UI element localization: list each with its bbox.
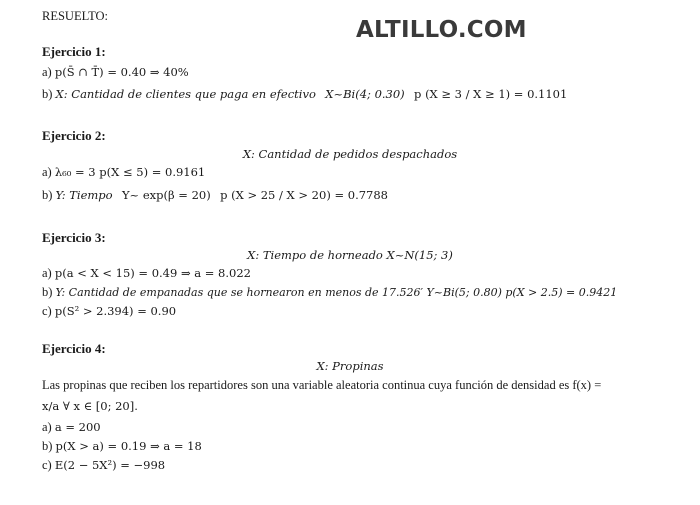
exercise-4-c (42, 457, 165, 473)
formula: p(a < X < 15) = 0.49 ⇒ a = 8.022 (54, 266, 251, 280)
exercise-3-b (42, 284, 617, 301)
item-label: a) (42, 65, 52, 79)
distribution: X~Bi(4; 0.30) (325, 87, 405, 101)
probability: p (X ≥ 3 / X ≥ 1) = 0.1101 (414, 87, 568, 101)
exercise-3-title: Ejercicio 3: (42, 230, 106, 245)
item-label: c) (42, 304, 52, 318)
formula: E(2 − 5X²) = −998 (54, 458, 166, 472)
item-label: b) (42, 439, 53, 453)
item-label: b) (42, 87, 53, 101)
item-label: c) (42, 458, 52, 472)
item-label: b) (42, 188, 53, 202)
exercise-2-b (42, 187, 388, 203)
exercise-4-domain: x/a ∀ x ∈ [0; 20]. (42, 399, 138, 413)
exercise-2-a (42, 164, 205, 180)
formula: a = 200 (54, 420, 101, 434)
formula: Y: Cantidad de empanadas que se hornearon en menos de 17.526′ Y~Bi(5; 0.80) p(X > 2.5) = 0.9421 (55, 286, 618, 299)
distribution: Y~ exp(β = 20) (121, 188, 211, 202)
formula: p(S² > 2.394) = 0.90 (54, 304, 177, 318)
exercise-2-title: Ejercicio 2: (42, 128, 106, 143)
exercise-4-b (42, 438, 202, 454)
variable-definition: Y: Tiempo (55, 188, 113, 202)
exercise-3-a (42, 265, 251, 281)
exercise-3-variable: X: Tiempo de horneado X~N(15; 3) (247, 248, 453, 262)
item-label: a) (42, 420, 52, 434)
status-label: RESUELTO: (42, 9, 108, 23)
exercise-2-variable: X: Cantidad de pedidos despachados (242, 147, 458, 161)
item-label: a) (42, 266, 52, 280)
exercise-1-title: Ejercicio 1: (42, 44, 106, 59)
item-label: a) (42, 165, 52, 179)
probability: p (X > 25 / X > 20) = 0.7788 (220, 188, 388, 202)
item-label: b) (42, 285, 53, 299)
exercise-4-variable: X: Propinas (316, 359, 384, 373)
exercise-1-a (42, 64, 189, 80)
formula: p(S̄ ∩ T̄) = 0.40 ⇒ 40% (54, 65, 189, 79)
exercise-4-statement: Las propinas que reciben los repartidores son una variable aleatoria continua cuya función de densidad es f(x) = (42, 378, 602, 392)
exercise-4-title: Ejercicio 4: (42, 341, 106, 356)
variable-definition: X: Cantidad de clientes que paga en efectivo (55, 87, 316, 101)
exercise-3-c (42, 303, 176, 319)
formula: λ₆₀ = 3 p(X ≤ 5) = 0.9161 (54, 165, 206, 179)
watermark-logo: ALTILLO.COM (356, 17, 527, 43)
exercise-1-b (42, 86, 567, 102)
formula: p(X > a) = 0.19 ⇒ a = 18 (55, 439, 202, 453)
exercise-4-a (42, 419, 101, 435)
